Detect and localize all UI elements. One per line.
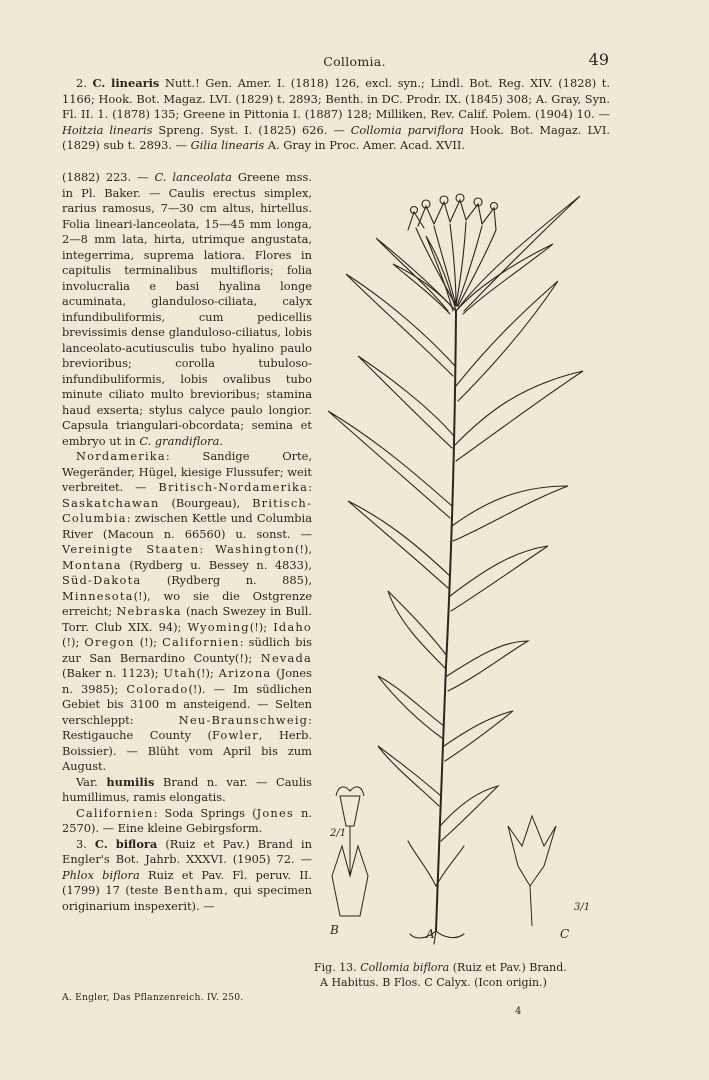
region-label: Californien — [162, 635, 240, 649]
scale-c: 3/1 — [574, 902, 591, 913]
region-label: Vereinigte Staaten — [62, 542, 200, 556]
region-text: : — [199, 542, 216, 556]
leaf — [454, 371, 583, 461]
region-text: (!); — [134, 635, 163, 649]
label-b: B — [330, 923, 339, 937]
region-text: : südlich bis zur San Bernardino County(!); — [62, 635, 312, 665]
region-text: (!); — [196, 666, 219, 680]
region-label: Neu-Braunschweig — [178, 712, 309, 727]
synonym-2: Collomia parviflora — [350, 122, 464, 137]
leaf — [388, 591, 447, 668]
region-label: Idaho — [273, 619, 312, 634]
leaf — [452, 486, 568, 541]
left-column — [62, 170, 312, 914]
region-label: Nordamerika — [76, 449, 166, 463]
region-text: (Baker n. 1123); — [62, 666, 164, 680]
region-text: , Herb. Boissier). — Blüht vom April bis zum August. — [62, 728, 312, 773]
region-label: Oregon — [84, 635, 135, 649]
leaf — [378, 746, 441, 806]
entry-number: 2. — [76, 76, 87, 90]
distribution-paragraph — [62, 449, 312, 775]
variety-name: humilis — [106, 774, 155, 789]
region-label: Arizona — [218, 666, 272, 680]
region-text: (Rydberg n. 885), — [141, 573, 312, 587]
figure-caption — [314, 960, 610, 990]
leaf — [378, 676, 444, 738]
region-label: Nevada — [260, 650, 312, 665]
synonym-ref: , qui specimen originarium inspexerit). — — [62, 883, 312, 913]
region-text: : Restigauche County ( — [62, 712, 312, 742]
caption-line-1 — [314, 960, 610, 975]
region-text: (!), — [294, 542, 312, 556]
leaf — [348, 501, 450, 588]
leaf — [450, 546, 548, 611]
variety-paragraph — [62, 775, 312, 806]
region-text: : Soda Springs ( — [153, 805, 257, 820]
synonym-4: C. lanceolata — [154, 170, 232, 184]
root — [410, 931, 464, 944]
caption-species: Collomia biflora — [360, 961, 450, 974]
species-name: biflora — [115, 836, 158, 851]
col-start: (1882) 223. — — [62, 170, 155, 184]
entry-2-heading-block — [62, 76, 610, 154]
genus-abbr: C. — [92, 76, 106, 90]
region-text: (!); — [62, 635, 85, 649]
region-text: (Bourgeau), — [159, 495, 253, 510]
entry-refs: (Ruiz et Pav.) Brand in Engler's Bot. Jahrb. XXXVI. (1905) 72. — — [62, 836, 312, 866]
region-text: (Rydberg u. Bessey n. 4833), — [121, 557, 312, 572]
region-text: : zwischen Kettle und Columbia River (Macoun n. 66560) u. sonst. — — [62, 511, 312, 541]
description: Greene mss. in Pl. Baker. — Caulis erectus simplex, rarius ramosus, 7—30 cm altus, hirtellus. Folia lineari-lanceolata, 15—45 mm longa, 2—8 mm lata, hirta, utrimque angustata, integerrima, suprema latiora. Flores in capitulis terminalibus multifloris; folia involucralia e basi hyalina longe acuminata, glanduloso-ciliata, calyx infundibuliformis, cum pedicellis brevissimis dense glanduloso-ciliatus, lobis lanceolato-acutiusculis tubo hyalino paulo brevioribus; corolla tubuloso-infundibuliformis, lobis ovalibus tubo minute ciliato multo brevioribus; stamina haud exserta; stylus calyce paulo longior. Capsula triangulari-obcordata; semina et embryo ut in — [62, 170, 312, 448]
flower-detail — [332, 787, 368, 916]
leaf — [328, 411, 452, 518]
calyx-detail — [508, 816, 556, 926]
variety-prefix: Var. — [76, 774, 107, 789]
bract — [426, 236, 456, 311]
synonym-3-ref: A. Gray in Proc. Amer. Acad. XVII. — [264, 138, 465, 153]
description-paragraph — [62, 170, 312, 449]
caption-prefix: Fig. 13. — [314, 961, 361, 974]
botanical-illustration — [318, 186, 608, 946]
footer-mark: 4 — [515, 1006, 522, 1017]
species-name: linearis — [111, 76, 160, 90]
region-label: Utah — [163, 666, 197, 680]
compare-species: C. grandiflora. — [139, 433, 223, 448]
caption-line-2: A Habitus. B Flos. C Calyx. (Icon origin.) — [320, 976, 547, 989]
region-text: : — [308, 480, 312, 494]
region-label: Montana — [62, 557, 122, 572]
region-text: : Sandige Orte, Wegeränder, Hügel, kiesige Flussufer; weit verbreitet. — — [62, 449, 312, 494]
genus-abbr: C. — [94, 836, 108, 851]
entry-2-paragraph — [62, 76, 610, 154]
entry-number: 3. — [76, 836, 87, 851]
region-text: (!); — [249, 619, 274, 634]
region-label: Nebraska — [116, 604, 182, 618]
flower-head — [408, 194, 498, 306]
synonym-2-ref: Hook. Bot. Magaz. LVI. (1829) sub t. 2893. — — [62, 122, 610, 153]
label-c: C — [560, 927, 570, 941]
leaf — [358, 356, 454, 448]
region-text: (Jones n. 3985); — [62, 666, 312, 696]
author-name: Bentham — [163, 883, 225, 897]
region-label: Saskatchawan — [62, 495, 160, 510]
region-label: Californien — [76, 805, 154, 820]
region-label: Colorado — [126, 681, 189, 696]
region-label: Britisch-Nordamerika — [158, 480, 309, 494]
scale-b: 2/1 — [330, 828, 347, 839]
stem — [436, 311, 456, 931]
region-text: (!), wo sie die Ostgrenze erreicht; — [62, 588, 312, 618]
entry-3-paragraph — [62, 837, 312, 915]
region-label: Britisch-Columbia — [62, 495, 312, 525]
leaf — [444, 711, 513, 761]
caption-suffix: (Ruiz et Pav.) Brand. — [449, 961, 567, 974]
collector-name: Fowler — [211, 728, 259, 742]
region-text: (nach Swezey in Bull. Torr. Club XIX. 94); — [62, 604, 312, 634]
synonym-ref: Ruiz et Pav. Fl. peruv. II. (1799) 17 (teste — [62, 867, 312, 897]
region-text: n. 2570). — Eine kleine Gebirgsform. — [62, 805, 312, 835]
label-a: A — [426, 927, 435, 941]
synonym-1-ref: Spreng. Syst. I. (1825) 626. — — [152, 122, 351, 137]
region-label: Wyoming — [187, 619, 250, 634]
region-label: Süd-Dakota — [62, 573, 142, 587]
entry-refs: Nutt.! Gen. Amer. I. (1818) 126, excl. syn.; Lindl. Bot. Reg. XIV. (1828) t. 1166; Hook. Bot. Magaz. LVI. (1829) t. 2893; Benth. in DC. Prodr. IX. (1845) 308; A. Gray, Syn. Fl. II. 1. (1878) 135; Greene in Pittonia I. (1887) 128; Milliken, Rev. Calif. Polem. (1904) 10. — — [62, 76, 611, 122]
synonym-3: Gilia linearis — [190, 138, 265, 153]
variety-distribution — [62, 806, 312, 837]
leaf — [440, 786, 498, 841]
basal-flower — [408, 841, 464, 886]
synonym: Phlox biflora — [62, 867, 140, 882]
footer-signature: A. Engler, Das Pflanzenreich. IV. 250. — [62, 992, 244, 1003]
synonym-1: Hoitzia linearis — [62, 122, 153, 137]
page-number: 49 — [588, 50, 609, 69]
collector-name: Jones — [256, 805, 294, 820]
region-label: Minnesota — [62, 588, 134, 603]
running-head: Collomia. — [323, 54, 386, 69]
region-text: (!). — Im südlichen Gebiet bis 3100 m ansteigend. — Selten verschleppt: — [62, 681, 312, 727]
variety-description: Brand n. var. — Caulis humillimus, ramis elongatis. — [62, 774, 313, 804]
region-label: Washington — [215, 542, 295, 556]
leaf — [447, 641, 528, 691]
